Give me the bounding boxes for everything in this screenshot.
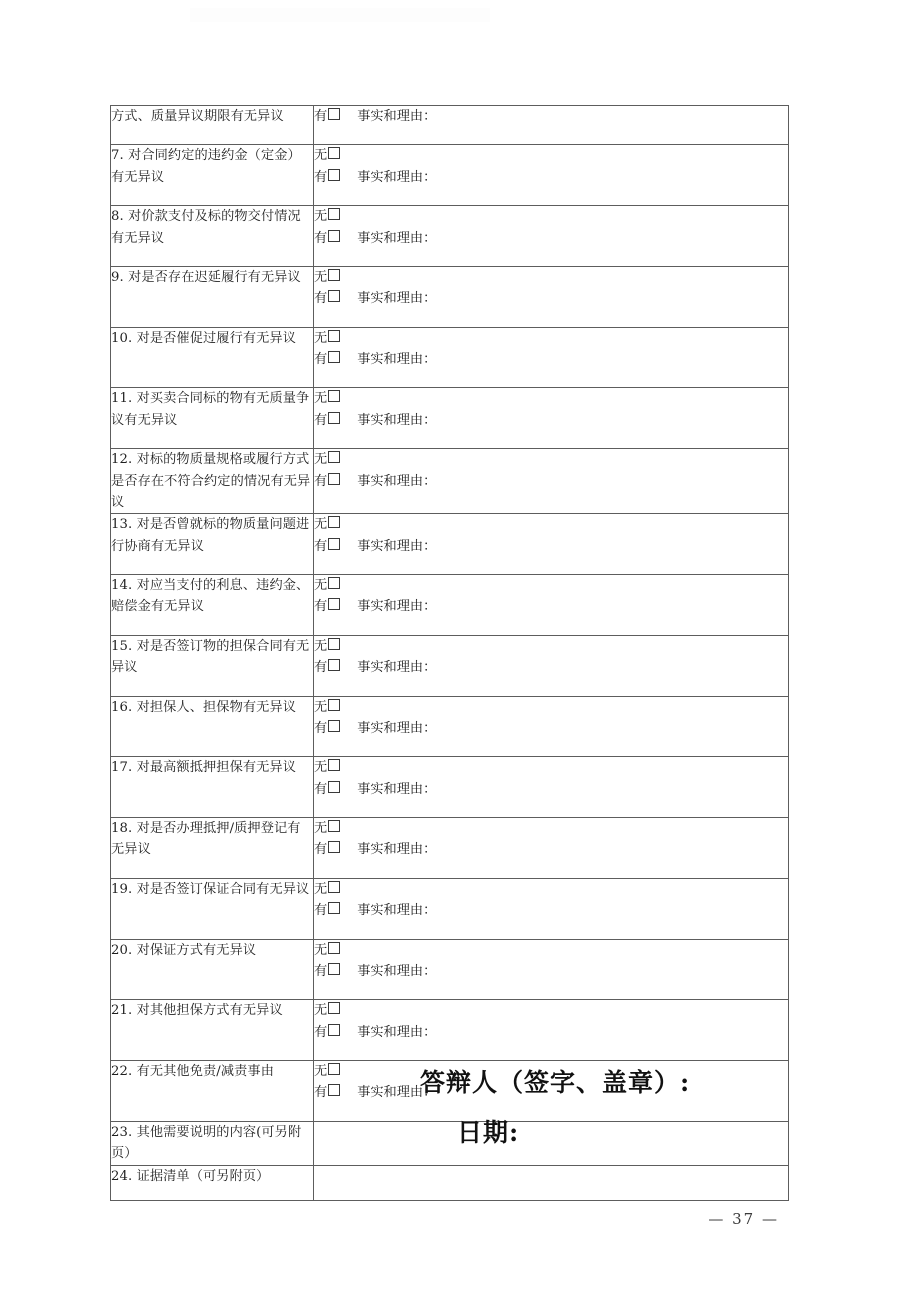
option-word-has: 有: [314, 412, 328, 428]
option-line-none: [314, 449, 788, 470]
facts-and-reasons-label: 事实和理由：: [357, 473, 437, 489]
option-line-none: [314, 575, 788, 596]
table-row: [111, 266, 789, 327]
item-label-cell: 11. 对买卖合同标的物有无质量争议有无异议: [111, 388, 314, 449]
answer-writing-space[interactable]: [314, 922, 788, 939]
checkbox-none[interactable]: [328, 390, 340, 402]
item-label-cell: 20. 对保证方式有无异议: [111, 939, 314, 1000]
option-word-has: 有: [314, 963, 328, 979]
option-line-has: [314, 596, 788, 617]
checkbox-has[interactable]: [328, 841, 340, 853]
option-line-has: [314, 228, 788, 249]
option-line-has: [314, 718, 788, 739]
checkbox-has[interactable]: [328, 351, 340, 363]
option-word-none: 无: [314, 942, 328, 958]
table-row: [111, 145, 789, 206]
option-line-has: [314, 1022, 788, 1043]
option-line-has: [314, 900, 788, 921]
option-word-none: 无: [314, 517, 328, 533]
item-answer-cell: [314, 635, 789, 696]
checkbox-none[interactable]: [328, 820, 340, 832]
item-answer-cell: [314, 878, 789, 939]
option-word-none: 无: [314, 578, 328, 593]
option-word-has: 有: [314, 1024, 328, 1040]
checkbox-none[interactable]: [328, 208, 340, 220]
answer-writing-space[interactable]: [314, 618, 788, 635]
item-answer-cell: [314, 388, 789, 449]
checkbox-has[interactable]: [328, 1024, 340, 1036]
item-label-cell: 14. 对应当支付的利息、违约金、赔偿金有无异议: [111, 575, 314, 636]
answer-writing-space[interactable]: [314, 188, 788, 205]
option-word-has: 有: [314, 109, 328, 124]
answer-writing-space[interactable]: [314, 249, 788, 266]
item-answer-cell: [314, 266, 789, 327]
facts-and-reasons-label: 事实和理由：: [357, 599, 437, 615]
checkbox-has[interactable]: [328, 720, 340, 732]
option-word-has: 有: [314, 720, 328, 736]
answer-writing-space[interactable]: [314, 431, 788, 448]
option-line-has: [314, 536, 788, 557]
facts-and-reasons-label: 事实和理由：: [357, 169, 437, 185]
option-word-none: 无: [314, 452, 328, 468]
option-line-none: [314, 388, 788, 409]
answer-writing-space[interactable]: [314, 982, 788, 999]
facts-and-reasons-label: 事实和理由：: [357, 842, 437, 858]
checkbox-has[interactable]: [328, 230, 340, 242]
table-row: [111, 878, 789, 939]
facts-and-reasons-label: 事实和理由：: [357, 538, 437, 554]
option-word-has: 有: [314, 291, 328, 307]
answer-writing-space[interactable]: [314, 861, 788, 878]
checkbox-none[interactable]: [328, 1002, 340, 1014]
option-line-has: [314, 349, 788, 370]
item-label-cell: 17. 对最高额抵押担保有无异议: [111, 757, 314, 818]
item-label-cell: 24. 证据清单（可另附页）: [111, 1165, 314, 1200]
item-answer-cell: [314, 1000, 789, 1061]
table-row: [111, 635, 789, 696]
option-word-none: 无: [314, 269, 328, 285]
option-word-none: 无: [314, 699, 328, 715]
table-row: [111, 1000, 789, 1061]
option-line-none: [314, 145, 788, 166]
answer-writing-space[interactable]: [314, 557, 788, 574]
checkbox-has[interactable]: [328, 659, 340, 671]
checkbox-none[interactable]: [328, 881, 340, 893]
facts-and-reasons-label: 事实和理由：: [357, 660, 437, 676]
table-row: [111, 757, 789, 818]
facts-and-reasons-label: 事实和理由：: [357, 963, 437, 979]
checkbox-has[interactable]: [328, 781, 340, 793]
empty-answer-area[interactable]: [314, 1166, 788, 1200]
item-label-cell: 7. 对合同约定的违约金（定金）有无异议: [111, 145, 314, 206]
option-word-has: 有: [314, 538, 328, 554]
option-line-none: [314, 879, 788, 900]
option-word-none: 无: [314, 209, 328, 225]
option-word-has: 有: [314, 599, 328, 615]
option-word-none: 无: [314, 881, 328, 897]
option-word-none: 无: [314, 330, 328, 346]
page-number: — 37 —: [708, 1210, 779, 1228]
item-answer-cell: [314, 757, 789, 818]
answer-writing-space[interactable]: [314, 1043, 788, 1060]
option-line-none: [314, 267, 788, 288]
checkbox-has[interactable]: [328, 473, 340, 485]
item-answer-cell: [314, 575, 789, 636]
checkbox-none[interactable]: [328, 516, 340, 528]
answer-writing-space[interactable]: [314, 800, 788, 817]
option-line-has: [314, 839, 788, 860]
checkbox-has[interactable]: [328, 412, 340, 424]
item-label-cell: 16. 对担保人、担保物有无异议: [111, 696, 314, 757]
option-word-none: 无: [314, 760, 328, 776]
facts-and-reasons-label: 事实和理由：: [357, 412, 437, 428]
option-word-has: 有: [314, 1085, 328, 1101]
option-word-none: 无: [314, 1003, 328, 1019]
checkbox-has[interactable]: [328, 598, 340, 610]
answer-writing-space[interactable]: [314, 370, 788, 387]
option-line-none: [314, 514, 788, 535]
item-answer-cell: [314, 818, 789, 879]
option-word-has: 有: [314, 352, 328, 367]
objection-items-table: [110, 105, 789, 1201]
answer-writing-space[interactable]: [314, 492, 788, 509]
respondent-signature-label: 答辩人（签字、盖章）:: [420, 1068, 691, 1097]
table-row: [111, 575, 789, 636]
facts-and-reasons-label: 事实和理由：: [357, 720, 437, 736]
item-label-cell: 18. 对是否办理抵押/质押登记有无异议: [111, 818, 314, 879]
facts-and-reasons-label: 事实和理由：: [357, 903, 437, 919]
item-label-cell: 10. 对是否催促过履行有无异议: [111, 327, 314, 388]
facts-and-reasons-label: 事实和理由：: [357, 352, 437, 367]
answer-writing-space[interactable]: [314, 739, 788, 756]
option-line-none: [314, 757, 788, 778]
facts-and-reasons-label: 事实和理由：: [357, 109, 437, 124]
option-line-has: [314, 961, 788, 982]
checkbox-none[interactable]: [328, 451, 340, 463]
checkbox-none[interactable]: [328, 699, 340, 711]
checkbox-none[interactable]: [328, 1063, 340, 1075]
checkbox-none[interactable]: [328, 147, 340, 159]
option-line-none: [314, 818, 788, 839]
facts-and-reasons-label: 事实和理由：: [357, 230, 437, 246]
checkbox-has[interactable]: [328, 963, 340, 975]
option-line-has: [314, 106, 788, 127]
item-label-cell: 15. 对是否签订物的担保合同有无异议: [111, 635, 314, 696]
option-line-none: [314, 328, 788, 349]
option-word-has: 有: [314, 842, 328, 858]
option-line-has: [314, 779, 788, 800]
option-line-none: [314, 697, 788, 718]
option-word-none: 无: [314, 821, 328, 836]
item-label-cell: 21. 对其他担保方式有无异议: [111, 1000, 314, 1061]
answer-writing-space[interactable]: [314, 679, 788, 696]
item-answer-cell: [314, 106, 789, 145]
table-row: [111, 449, 789, 514]
checkbox-has[interactable]: [328, 538, 340, 550]
option-word-has: 有: [314, 473, 328, 489]
facts-and-reasons-label: 事实和理由：: [357, 1085, 437, 1101]
facts-and-reasons-label: 事实和理由：: [357, 781, 437, 797]
option-word-has: 有: [314, 169, 328, 185]
option-line-none: [314, 1000, 788, 1021]
option-line-has: [314, 288, 788, 309]
item-label-cell: 12. 对标的物质量规格或履行方式是否存在不符合约定的情况有无异议: [111, 449, 314, 514]
signature-block: [420, 1070, 840, 1145]
answer-writing-space[interactable]: [314, 127, 788, 144]
item-label-cell: 23. 其他需要说明的内容(可另附页）: [111, 1121, 314, 1165]
facts-and-reasons-label: 事实和理由：: [357, 1024, 437, 1040]
item-label-cell: 方式、质量异议期限有无异议: [111, 106, 314, 145]
item-answer-cell: [314, 939, 789, 1000]
item-label-cell: 22. 有无其他免责/减责事由: [111, 1061, 314, 1122]
option-line-none: [314, 636, 788, 657]
option-word-none: 无: [314, 1064, 328, 1079]
answer-writing-space[interactable]: [314, 310, 788, 327]
table-row: [111, 327, 789, 388]
option-line-has: [314, 410, 788, 431]
option-word-has: 有: [314, 903, 328, 919]
option-word-has: 有: [314, 230, 328, 246]
checkbox-none[interactable]: [328, 942, 340, 954]
item-label-cell: 8. 对价款支付及标的物交付情况有无异议: [111, 206, 314, 267]
table-row: [111, 818, 789, 879]
item-answer-cell: [314, 696, 789, 757]
date-label: 日期:: [457, 1118, 520, 1147]
checkbox-none[interactable]: [328, 269, 340, 281]
item-label-cell: 9. 对是否存在迟延履行有无异议: [111, 266, 314, 327]
option-line-none: [314, 206, 788, 227]
checkbox-has[interactable]: [328, 1084, 340, 1096]
item-answer-cell: [314, 327, 789, 388]
checkbox-none[interactable]: [328, 330, 340, 342]
item-answer-cell: [314, 145, 789, 206]
option-word-none: 无: [314, 391, 328, 407]
item-answer-cell: [314, 514, 789, 575]
table-row: [111, 1165, 789, 1200]
item-answer-cell: [314, 449, 789, 514]
option-word-none: 无: [314, 638, 328, 654]
item-label-cell: 19. 对是否签订保证合同有无异议: [111, 878, 314, 939]
checkbox-none[interactable]: [328, 638, 340, 650]
option-line-has: [314, 471, 788, 492]
option-word-has: 有: [314, 660, 328, 676]
table-row: [111, 514, 789, 575]
checkbox-has[interactable]: [328, 169, 340, 181]
table-row: [111, 206, 789, 267]
option-line-none: [314, 940, 788, 961]
checkbox-has[interactable]: [328, 108, 340, 120]
option-word-none: 无: [314, 148, 328, 164]
checkbox-none[interactable]: [328, 577, 340, 589]
item-answer-cell: [314, 206, 789, 267]
table-row: [111, 696, 789, 757]
item-label-cell: 13. 对是否曾就标的物质量问题进行协商有无异议: [111, 514, 314, 575]
facts-and-reasons-label: 事实和理由：: [357, 291, 437, 307]
table-body: [111, 106, 789, 1201]
table-row: [111, 106, 789, 145]
option-line-has: [314, 167, 788, 188]
option-line-has: [314, 657, 788, 678]
scan-artifact: [190, 8, 490, 22]
option-word-has: 有: [314, 781, 328, 797]
checkbox-has[interactable]: [328, 902, 340, 914]
checkbox-has[interactable]: [328, 290, 340, 302]
checkbox-none[interactable]: [328, 759, 340, 771]
item-answer-cell: [314, 1165, 789, 1200]
table-row: [111, 388, 789, 449]
table-row: [111, 939, 789, 1000]
